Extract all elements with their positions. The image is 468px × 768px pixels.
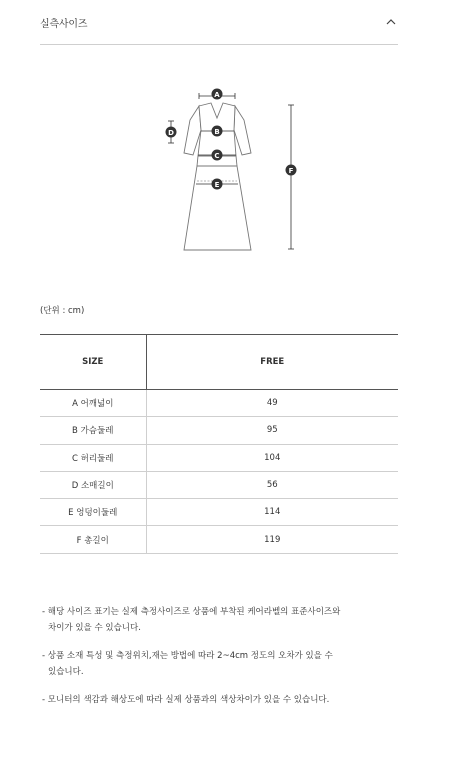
dress-illustration xyxy=(184,103,251,250)
row-label: C 허리둘레 xyxy=(40,444,146,471)
note-line: - 해당 사이즈 표기는 실제 측정사이즈로 상품에 부착된 케어라벨의 표준사이즈와 xyxy=(42,607,341,617)
table-row xyxy=(40,390,398,417)
row-value: 56 xyxy=(146,471,398,498)
row-label: E 엉덩이둘레 xyxy=(40,499,146,526)
note-item xyxy=(42,604,422,636)
note-item xyxy=(42,648,422,680)
table-row xyxy=(40,444,398,471)
size-table xyxy=(40,334,398,554)
table-row xyxy=(40,417,398,444)
row-value: 49 xyxy=(146,390,398,417)
column-header-free: FREE xyxy=(146,335,398,390)
label-c: C xyxy=(214,151,220,160)
row-value: 119 xyxy=(146,526,398,553)
row-value: 95 xyxy=(146,417,398,444)
note-line: - 상품 소재 특성 및 측정위치,재는 방법에 따라 2~4cm 정도의 오차가 있을 수 xyxy=(42,651,333,661)
note-line: 있습니다. xyxy=(48,667,84,677)
chevron-up-icon[interactable] xyxy=(384,15,398,29)
label-f: F xyxy=(288,166,294,175)
row-value: 114 xyxy=(146,499,398,526)
note-item xyxy=(42,692,422,708)
dress-measurement-diagram xyxy=(0,80,468,255)
section-title: 실측사이즈 xyxy=(40,18,88,30)
label-d: D xyxy=(168,128,174,137)
table-row xyxy=(40,526,398,553)
label-e: E xyxy=(214,180,220,189)
table-row xyxy=(40,499,398,526)
column-header-size: SIZE xyxy=(40,335,146,390)
unit-label: (단위 : cm) xyxy=(40,306,85,316)
notes-section xyxy=(42,604,422,720)
row-label: D 소매길이 xyxy=(40,471,146,498)
label-a: A xyxy=(214,90,220,99)
measure-f xyxy=(288,105,294,249)
row-label: F 총길이 xyxy=(40,526,146,553)
note-line: - 모니터의 색감과 해상도에 따라 실제 상품과의 색상차이가 있을 수 있습니다. xyxy=(42,695,330,705)
row-value: 104 xyxy=(146,444,398,471)
size-section-header[interactable] xyxy=(40,0,398,45)
row-label: A 어깨넓이 xyxy=(40,390,146,417)
note-line: 차이가 있을 수 있습니다. xyxy=(48,623,141,633)
row-label: B 가슴둘레 xyxy=(40,417,146,444)
table-row xyxy=(40,471,398,498)
label-b: B xyxy=(214,127,220,136)
table-header-row xyxy=(40,335,398,390)
